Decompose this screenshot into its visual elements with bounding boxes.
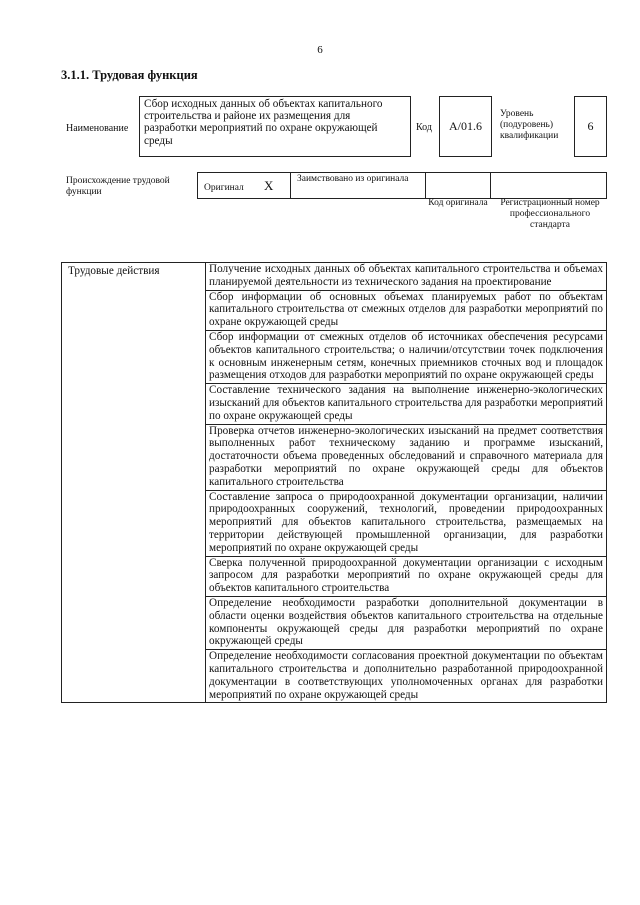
reg-number-caption: Регистрационный номер профессионального стандарта [500, 198, 600, 230]
origin-label: Происхождение трудовой функции [66, 176, 170, 197]
code-value: A/01.6 [439, 96, 492, 157]
labor-action-item: Сбор информации об основных объемах планируемых работ по объектам капитального строительства от смежных отделов для разработки мероприятий по охране окружающей среды [206, 290, 607, 330]
table-row [62, 263, 607, 291]
code-label: Код [416, 122, 432, 133]
code-original-cell [425, 172, 491, 199]
labor-actions-label: Трудовые действия [62, 263, 206, 703]
level-label: Уровень (подуровень) квалификации [500, 109, 559, 141]
labor-action-item: Получение исходных данных об объектах капитального строительства и объемах планируемой деятельности из технического задания на проектирование [206, 263, 607, 291]
labor-action-item: Составление запроса о природоохранной документации организации, наличии природоохранных сооружений, технологий, проведении природоохранных мероприятий для объектов капитального строительства, размещаемых на территории действующей промышленной организации, для разработки мероприятий по охране окружающей среды [206, 490, 607, 556]
level-value: 6 [574, 96, 607, 157]
name-label: Наименование [66, 123, 129, 134]
section-title: 3.1.1. Трудовая функция [61, 68, 198, 82]
name-value: Сбор исходных данных об объектах капитального строительства и районе их размещения для разработки мероприятий по охране окружающей среды [139, 96, 411, 157]
labor-action-item: Составление технического задания на выполнение инженерно-экологических изысканий для объектов капитального строительства для разработки мероприятий по охране окружающей среды [206, 384, 607, 424]
original-cell [197, 172, 291, 199]
page-number: 6 [317, 44, 323, 56]
labor-actions-table [61, 262, 607, 703]
labor-action-item: Сбор информации от смежных отделов об источниках обеспечения ресурсами объектов капитального строительства; о наличии/отсутствии точек подключения к основным инженерным сетям, конечных приемников сточных вод и площадок размещения отходов для разработки мероприятий по охране окружающей среды [206, 330, 607, 383]
labor-action-item: Определение необходимости согласования проектной документации по объектам капитального строительства и дополнительно разработанной природоохранной документации в соответствующих уполномоченных органах для разработки мероприятий по охране окружающей среды [206, 650, 607, 703]
borrowed-cell: Заимствовано из оригинала [290, 172, 426, 199]
reg-number-cell [490, 172, 607, 199]
labor-action-item: Сверка полученной природоохранной документации организации с исходным запросом для разработки мероприятий по охране окружающей среды для объектов капитального строительства [206, 556, 607, 596]
labor-action-item: Определение необходимости разработки дополнительной документации в области оценки воздействия объектов капитального строительства на отдельные компоненты окружающей среды для разработки мероприятий по охране окружающей среды [206, 596, 607, 649]
original-mark: X [264, 178, 274, 193]
original-label: Оригинал [204, 183, 244, 193]
labor-action-item: Проверка отчетов инженерно-экологических изысканий на предмет соответствия выполненных работ техническому заданию и программе изысканий, достаточности объема проведенных обследований и справочного материала для разработки мероприятий по охране окружающей среды для объектов капитального строительства [206, 424, 607, 490]
code-original-caption: Код оригинала [428, 198, 488, 208]
